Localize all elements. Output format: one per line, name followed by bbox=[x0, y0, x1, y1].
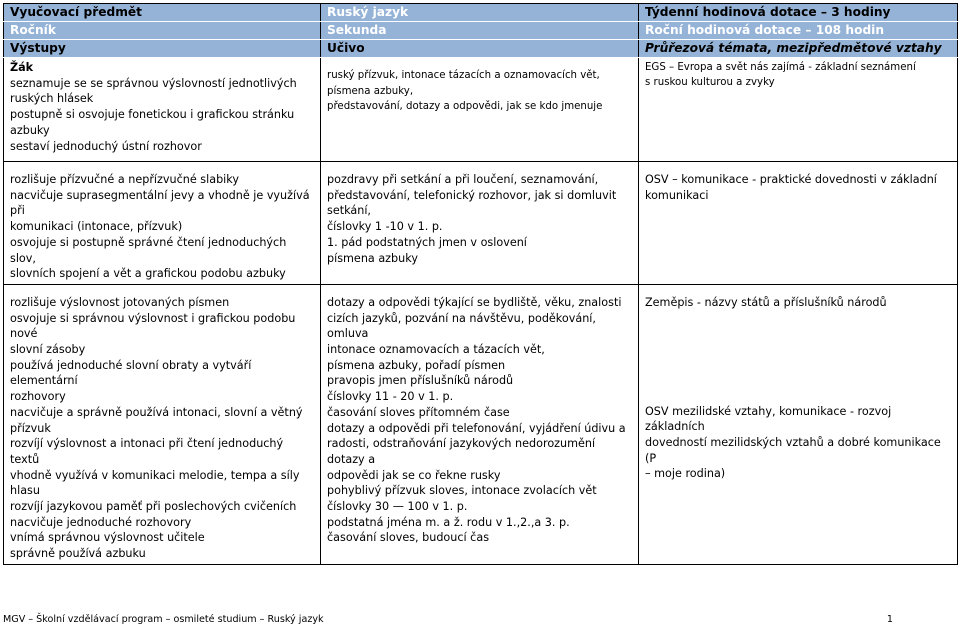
text-line: komunikaci bbox=[645, 188, 709, 202]
text-line: 1. pád podstatných jmen v oslovení bbox=[327, 235, 527, 249]
curriculum-table bbox=[3, 3, 958, 565]
text-line: setkání, bbox=[327, 204, 371, 218]
text-line: časování sloves, budoucí čas bbox=[327, 531, 490, 545]
yearly-hours: Roční hodinová dotace – 108 hodin bbox=[639, 22, 958, 40]
text-line: nacvičuje jednoduché rozhovory bbox=[10, 515, 192, 529]
text-line: radosti, odstraňování jazykových nedorozumění dotazy a bbox=[327, 437, 596, 466]
cell-text bbox=[327, 172, 632, 266]
cell-text bbox=[645, 172, 951, 203]
text-line: rozlišuje přízvučné a nepřízvučné slabiky bbox=[10, 173, 239, 186]
text-line: OSV – komunikace - praktické dovednosti v základní bbox=[645, 173, 937, 186]
subject-label: Vyučovací předmět bbox=[4, 4, 321, 22]
cell-text bbox=[327, 295, 632, 546]
text-line: azbuky bbox=[10, 123, 50, 137]
table-row bbox=[4, 284, 958, 564]
text-line: časování sloves přítomném čase bbox=[327, 405, 510, 419]
page-footer bbox=[0, 612, 960, 629]
column-header-topics: Průřezová témata, mezipředmětové vztahy bbox=[639, 40, 958, 58]
text-line: ruských hlásek bbox=[10, 92, 94, 106]
grade-label: Ročník bbox=[4, 22, 321, 40]
text-line: rozhovory bbox=[10, 390, 66, 404]
cell-text bbox=[645, 295, 951, 311]
text-line: správně používá azbuku bbox=[10, 547, 146, 561]
text-line: číslovky 30 — 100 v 1. p. bbox=[327, 500, 468, 514]
text-line: osvojuje si postupně správné čtení jednoduchých slov, bbox=[10, 235, 287, 265]
text-line: seznamuje se se správnou výslovností jednotlivých bbox=[10, 76, 297, 90]
text-line: číslovky 1 -10 v 1. p. bbox=[327, 220, 443, 234]
text-line: představování, dotazy a odpovědi, jak se kdo jmenuje bbox=[327, 101, 603, 113]
text-line: vhodně využívá v komunikaci melodie, tempa a síly hlasu bbox=[10, 468, 300, 498]
content-cell bbox=[321, 284, 639, 564]
topics-cell bbox=[639, 284, 958, 564]
header-row-subject bbox=[4, 4, 958, 22]
outcomes-cell bbox=[4, 284, 321, 564]
text-line: – moje rodina) bbox=[645, 467, 726, 481]
text-line: intonace oznamovacích a tázacích vět, bbox=[327, 343, 545, 357]
cell-text bbox=[10, 295, 314, 562]
curriculum-page bbox=[3, 3, 957, 565]
text-line: odpovědi jak se co řekne rusky bbox=[327, 468, 501, 482]
outcomes-cell bbox=[4, 58, 321, 162]
text-line: používá jednoduché slovní obraty a vytváří elementární bbox=[10, 358, 252, 388]
text-line: pravopis jmen příslušníků národů bbox=[327, 374, 514, 388]
text-line: dotazy a odpovědi týkající se bydliště, věku, znalosti bbox=[327, 295, 622, 309]
header-row-grade bbox=[4, 22, 958, 40]
text-line: rozlišuje výslovnost jotovaných písmen bbox=[10, 295, 230, 309]
weekly-hours: Týdenní hodinová dotace – 3 hodiny bbox=[639, 4, 958, 22]
text-line: číslovky 11 - 20 v 1. p. bbox=[327, 390, 454, 404]
text-line: rozvíjí výslovnost a intonaci při čtení jednoduchý textů bbox=[10, 437, 284, 466]
cell-text bbox=[327, 68, 632, 115]
grade-value: Sekunda bbox=[321, 22, 639, 40]
text-line: pozdravy při setkání a při loučení, seznamování, bbox=[327, 173, 599, 186]
column-header-outcomes: Výstupy bbox=[4, 40, 321, 58]
page-number: 1 bbox=[886, 614, 893, 625]
header-row-columns bbox=[4, 40, 958, 58]
column-header-content: Učivo bbox=[321, 40, 639, 58]
content-cell bbox=[321, 58, 639, 162]
text-line: rozvíjí jazykovou paměť při poslechových cvičeních bbox=[10, 500, 297, 514]
cell-text bbox=[645, 60, 951, 90]
topics-cell bbox=[639, 58, 958, 162]
student-label: Žák bbox=[10, 61, 34, 74]
content-cell bbox=[321, 162, 639, 285]
text-line: slovní zásoby bbox=[10, 343, 86, 357]
text-line: písmena azbuky, bbox=[327, 85, 414, 97]
text-line: písmena azbuky bbox=[327, 251, 418, 265]
cell-text bbox=[645, 404, 951, 483]
text-line: EGS – Evropa a svět nás zajímá - základní seznámení bbox=[645, 62, 916, 73]
text-line: komunikaci (intonace, přízvuk) bbox=[10, 220, 183, 234]
text-line: ruský přízvuk, intonace tázacích a oznamovacích vět, bbox=[327, 70, 600, 81]
text-line: cizích jazyků, pozvání na návštěvu, poděkování, omluva bbox=[327, 311, 596, 341]
text-line: slovních spojení a vět a grafickou podobu azbuky bbox=[10, 267, 286, 281]
text-line: dotazy a odpovědi při telefonování, vyjádření údivu a bbox=[327, 421, 626, 435]
table-row bbox=[4, 162, 958, 285]
text-line: nacvičuje suprasegmentální jevy a vhodně je využívá při bbox=[10, 188, 310, 218]
text-line: postupně si osvojuje fonetickou i grafickou stránku bbox=[10, 108, 295, 122]
text-line: OSV mezilidské vztahy, komunikace - rozvoj základních bbox=[645, 404, 892, 434]
text-line: osvojuje si správnou výslovnost i grafickou podobu nové bbox=[10, 311, 296, 341]
text-line: nacvičuje a správně používá intonaci, slovní a větný bbox=[10, 405, 303, 419]
text-line: představování, telefonický rozhovor, jak si domluvit bbox=[327, 188, 617, 202]
text-line: podstatná jména m. a ž. rodu v 1.,2.,a 3. p. bbox=[327, 515, 570, 529]
cell-text bbox=[10, 76, 314, 155]
text-line: sestaví jednoduchý ústní rozhovor bbox=[10, 139, 202, 153]
text-line: písmena azbuky, pořadí písmen bbox=[327, 358, 506, 372]
footer-title: MGV – Školní vzdělávací program – osmileté studium – Ruský jazyk bbox=[3, 614, 324, 625]
text-line: dovedností mezilidských vztahů a dobré komunikace (P bbox=[645, 436, 941, 465]
topics-cell bbox=[639, 162, 958, 285]
text-line: vnímá správnou výslovnost učitele bbox=[10, 531, 205, 545]
subject-value: Ruský jazyk bbox=[321, 4, 639, 22]
text-line: přízvuk bbox=[10, 421, 51, 435]
cell-text bbox=[10, 172, 314, 282]
text-line: s ruskou kulturou a zvyky bbox=[645, 77, 775, 88]
outcomes-cell bbox=[4, 162, 321, 285]
text-line: pohyblivý přízvuk sloves, intonace zvolacích vět bbox=[327, 484, 597, 498]
table-row bbox=[4, 58, 958, 162]
text-line: Zeměpis - názvy států a příslušníků národů bbox=[645, 295, 887, 309]
